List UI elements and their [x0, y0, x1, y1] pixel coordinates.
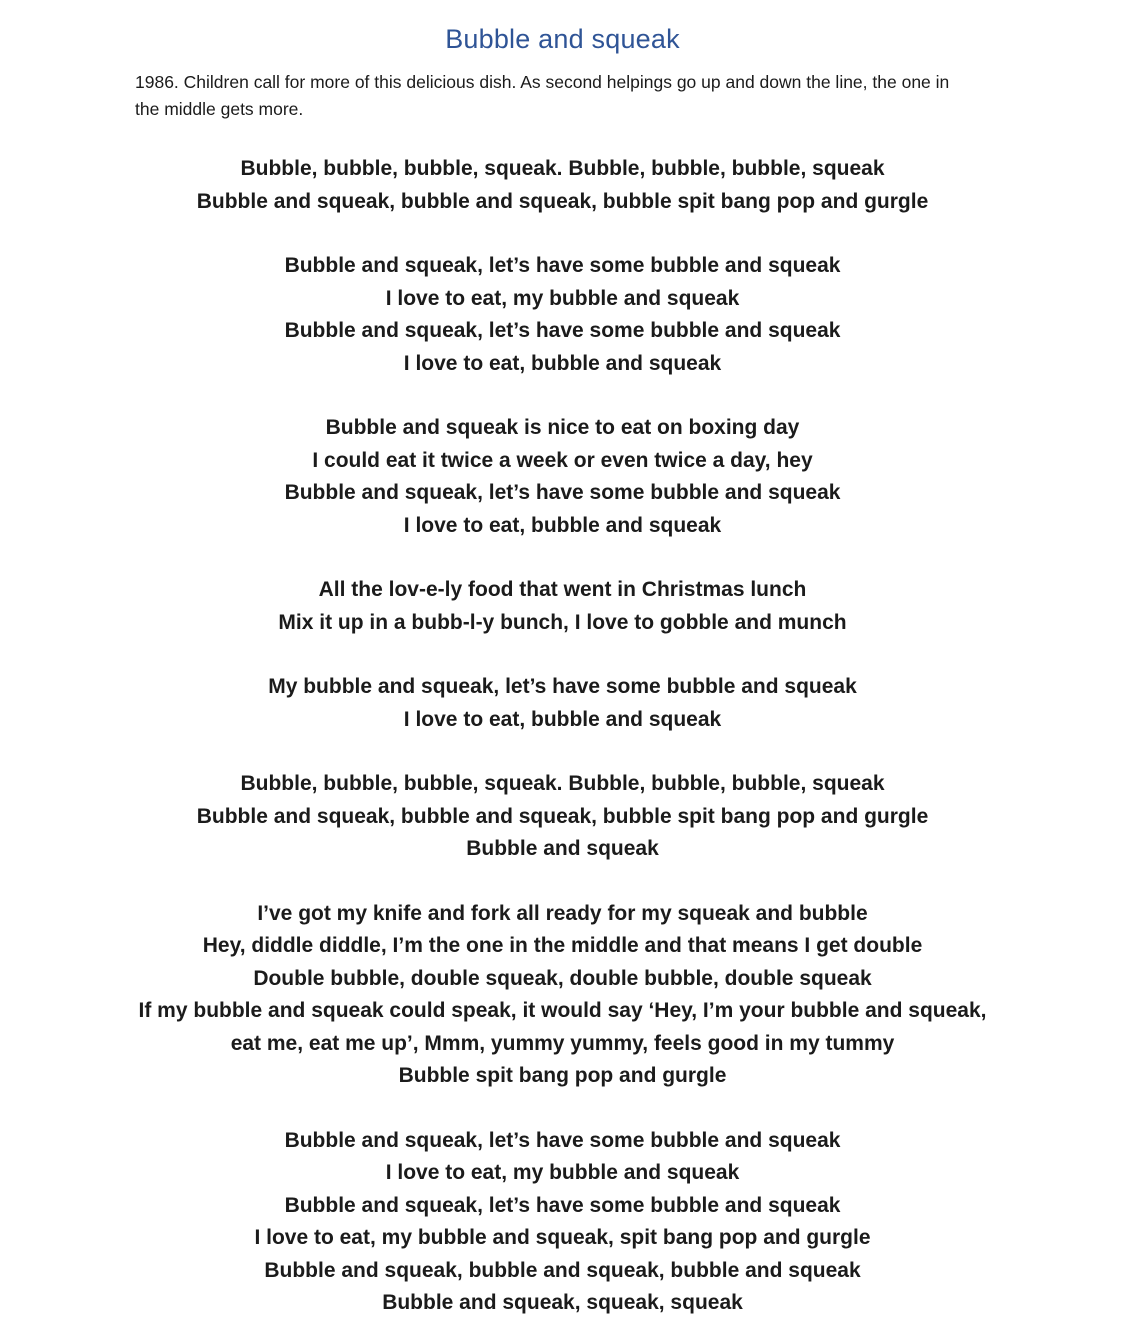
- lyric-line: Bubble, bubble, bubble, squeak. Bubble, bubble, bubble, squeak: [240, 772, 885, 795]
- lyric-line: I love to eat, bubble and squeak: [403, 513, 722, 537]
- lyric-line: I could eat it twice a week or even twice a day, hey: [312, 448, 813, 472]
- intro-note: 1986. Children call for more of this delicious dish. As second helpings go up and down the line, the one in the middle gets more.: [135, 72, 950, 119]
- lyric-line: I love to eat, my bubble and squeak, spit bang pop and gurgle: [254, 1226, 871, 1249]
- stanza: [123, 1125, 1003, 1320]
- stanza: [123, 412, 1003, 542]
- lyric-line: Mix it up in a bubb-l-y bunch, I love to gobble and munch: [278, 610, 847, 634]
- lyric-line: Bubble and squeak, squeak, squeak: [382, 1291, 743, 1314]
- stanza: [123, 250, 1003, 380]
- stanza: [123, 898, 1003, 1093]
- stanza: [123, 574, 1003, 639]
- lyric-line: Bubble spit bang pop and gurgle: [398, 1064, 727, 1087]
- lyric-line: Bubble and squeak, let’s have some bubble and squeak: [284, 254, 841, 277]
- lyric-line: All the lov-e-ly food that went in Christmas lunch: [318, 578, 807, 601]
- lyric-line: Double bubble, double squeak, double bubble, double squeak: [253, 966, 872, 990]
- lyric-line: I love to eat, my bubble and squeak: [385, 1161, 740, 1184]
- lyric-line: My bubble and squeak, let’s have some bubble and squeak: [268, 675, 857, 698]
- page-title: Bubble and squeak: [445, 24, 680, 54]
- lyrics: [123, 153, 1003, 1320]
- stanza: [123, 671, 1003, 736]
- lyric-line: I’ve got my knife and fork all ready for my squeak and bubble: [257, 901, 868, 925]
- lyric-line: Bubble and squeak, bubble and squeak, bubble and squeak: [264, 1258, 861, 1282]
- lyric-line: Bubble, bubble, bubble, squeak. Bubble, bubble, bubble, squeak: [240, 157, 885, 180]
- stanza: [123, 768, 1003, 866]
- lyric-line: Bubble and squeak, let’s have some bubble and squeak: [284, 481, 841, 504]
- lyric-line: Bubble and squeak, let’s have some bubble and squeak: [284, 1128, 841, 1152]
- stanza: [123, 153, 1003, 218]
- lyric-line: Bubble and squeak, bubble and squeak, bubble spit bang pop and gurgle: [196, 189, 929, 213]
- lyric-line: Bubble and squeak, let’s have some bubble and squeak: [284, 319, 841, 342]
- lyric-line: Bubble and squeak, let’s have some bubble and squeak: [284, 1193, 841, 1217]
- lyric-line: Bubble and squeak, bubble and squeak, bubble spit bang pop and gurgle: [196, 804, 929, 828]
- lyric-line: Bubble and squeak: [466, 837, 659, 860]
- lyric-line: Hey, diddle diddle, I’m the one in the middle and that means I get double: [202, 934, 923, 957]
- lyric-line: I love to eat, bubble and squeak: [403, 351, 722, 375]
- lyric-line: If my bubble and squeak could speak, it would say ‘Hey, I’m your bubble and squeak, eat me, eat me up’, Mmm, yummy yummy, feels good in my tummy: [138, 999, 987, 1055]
- lyric-line: Bubble and squeak is nice to eat on boxing day: [325, 416, 800, 439]
- lyric-line: I love to eat, bubble and squeak: [403, 707, 722, 731]
- lyric-line: I love to eat, my bubble and squeak: [385, 286, 740, 310]
